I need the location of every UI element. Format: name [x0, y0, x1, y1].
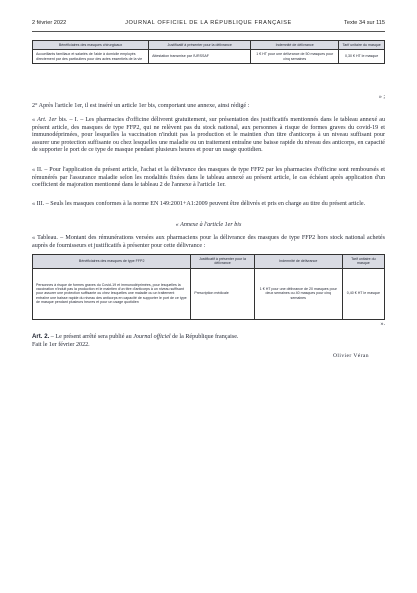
header-journal-title: JOURNAL OFFICIEL DE LA RÉPUBLIQUE FRANÇAISE	[125, 20, 292, 26]
article-label: Art. 1er	[37, 117, 57, 123]
ffp2-masks-table	[32, 254, 385, 320]
article-2-text-a: – Le présent arrêté sera publié au	[49, 334, 134, 340]
page-header	[32, 20, 385, 30]
signature: Olivier Véran	[332, 353, 369, 359]
paragraph-article-ii: « II. – Pour l'application du présent article, l'achat et la délivrance des masques de type FFP2 par les pharmacies d'officine sont remboursés et rémunérés par l'assurance maladie selon les modalités fixées dans le tableau annexé au présent article, le cas échéant après application d'un coefficient de majoration mentionné dans le tableau 2 de l'annexe à l'article 1er.	[32, 167, 385, 189]
table-cell: Personnes à risque de formes graves du Covid-19 et immunodéprimées, pour lesquelles la vaccination n'induit pas la production et le maintien d'un titre d'anticorps à un niveau suffisant pour assurer une protection suffisante ou chez lesquelles une maladie ou un traitement entraîne une baisse rapide du niveau des anticorps en capacité de supporter le port de ce type de masque pendant plusieurs heures et pour un usage quotidien	[33, 268, 191, 319]
table-cell: Attestation transmise par l'URSSAF	[149, 50, 251, 64]
table-header-cell: Bénéficiaires des masques de type FFP2	[33, 255, 191, 269]
table-cell: 0,40 € HT le masque	[342, 268, 384, 319]
article-2-text-b: de la République française.	[170, 334, 239, 340]
table-row	[33, 50, 385, 64]
paragraph-tableau: « Tableau. – Montant des rémunérations versées aux pharmaciens pour la délivrance des masques de type FFP2 hors stock national achetés auprès de fournisseurs et justificatifs à présenter pour cette délivrance :	[32, 235, 385, 249]
table-header-cell: Tarif unitaire du masque	[342, 255, 384, 269]
paragraph-article-iii: « III. – Seuls les masques conformes à la norme EN 149:2001+A1:2009 peuvent être délivrés et pris en charge au titre du présent article.	[32, 201, 366, 207]
table-cell: 1 € HT pour une délivrance de 50 masques pour cinq semaines	[251, 50, 339, 64]
table-header-cell: Justificatif à présenter pour la délivrance	[149, 41, 251, 50]
table1-closing: » ;	[378, 94, 385, 100]
table-cell: Prescription médicale	[191, 268, 254, 319]
table-cell: 1 € HT pour une délivrance de 20 masques pour deux semaines ou 40 masques pour cinq semaines	[254, 268, 342, 319]
table-header-cell: Indemnité de délivrance	[251, 41, 339, 50]
paragraph-article-i-text: bis. – I. – Les pharmacies d'officine délivrent gratuitement, sur présentation des justificatifs mentionnés dans le tableau annexé au présent article, des masques de type FFP2, qui ne relèvent pas du stock national, aux personnes à risque de formes graves du covid-19 et immunodéprimées, pour lesquelles la vaccination n'induit pas la production et le maintien d'un titre d'anticorps à un niveau suffisant pour assurer une protection suffisante ou chez lesquelles une maladie ou un traitement entraîne une baisse rapide du niveau des anticorps, en capacité de supporter le port de ce type de masque pendant plusieurs heures et pour un usage quotidien.	[32, 117, 385, 154]
fait-le-line: Fait le 1er février 2022.	[32, 342, 90, 348]
journal-officiel-italic: Journal officiel	[133, 334, 171, 340]
table-cell: 0,30 € HT le masque	[339, 50, 385, 64]
header-date: 2 février 2022	[32, 20, 67, 26]
article-2-label: Art. 2.	[32, 333, 50, 340]
table-header-cell: Justificatif à présenter pour la délivrance	[191, 255, 254, 269]
paragraph-article-2	[32, 333, 385, 342]
paragraph-intro: 2° Après l'article 1er, il est inséré un article 1er bis, comportant une annexe, ainsi rédigé :	[32, 103, 250, 109]
annexe-title: « Annexe à l'article 1er bis	[175, 222, 242, 228]
table-header-cell: Indemnité de délivrance	[254, 255, 342, 269]
table2-closing: ».	[380, 321, 385, 327]
table-row	[33, 268, 385, 319]
table-header-cell: Bénéficiaires des masques chirurgicaux	[33, 41, 149, 50]
header-page-number: Texte 34 sur 115	[344, 20, 385, 26]
table-header-row	[33, 41, 385, 50]
table-cell: Accueillants familiaux et salariés de l'aide à domicile employés directement par des particuliers pour des actes essentiels de la vie	[33, 50, 149, 64]
header-rule	[32, 31, 385, 32]
table-header-row	[33, 255, 385, 269]
table-header-cell: Tarif unitaire du masque	[339, 41, 385, 50]
surgical-masks-table	[32, 40, 385, 64]
quote-open: «	[32, 117, 38, 123]
paragraph-article-i	[32, 117, 385, 155]
